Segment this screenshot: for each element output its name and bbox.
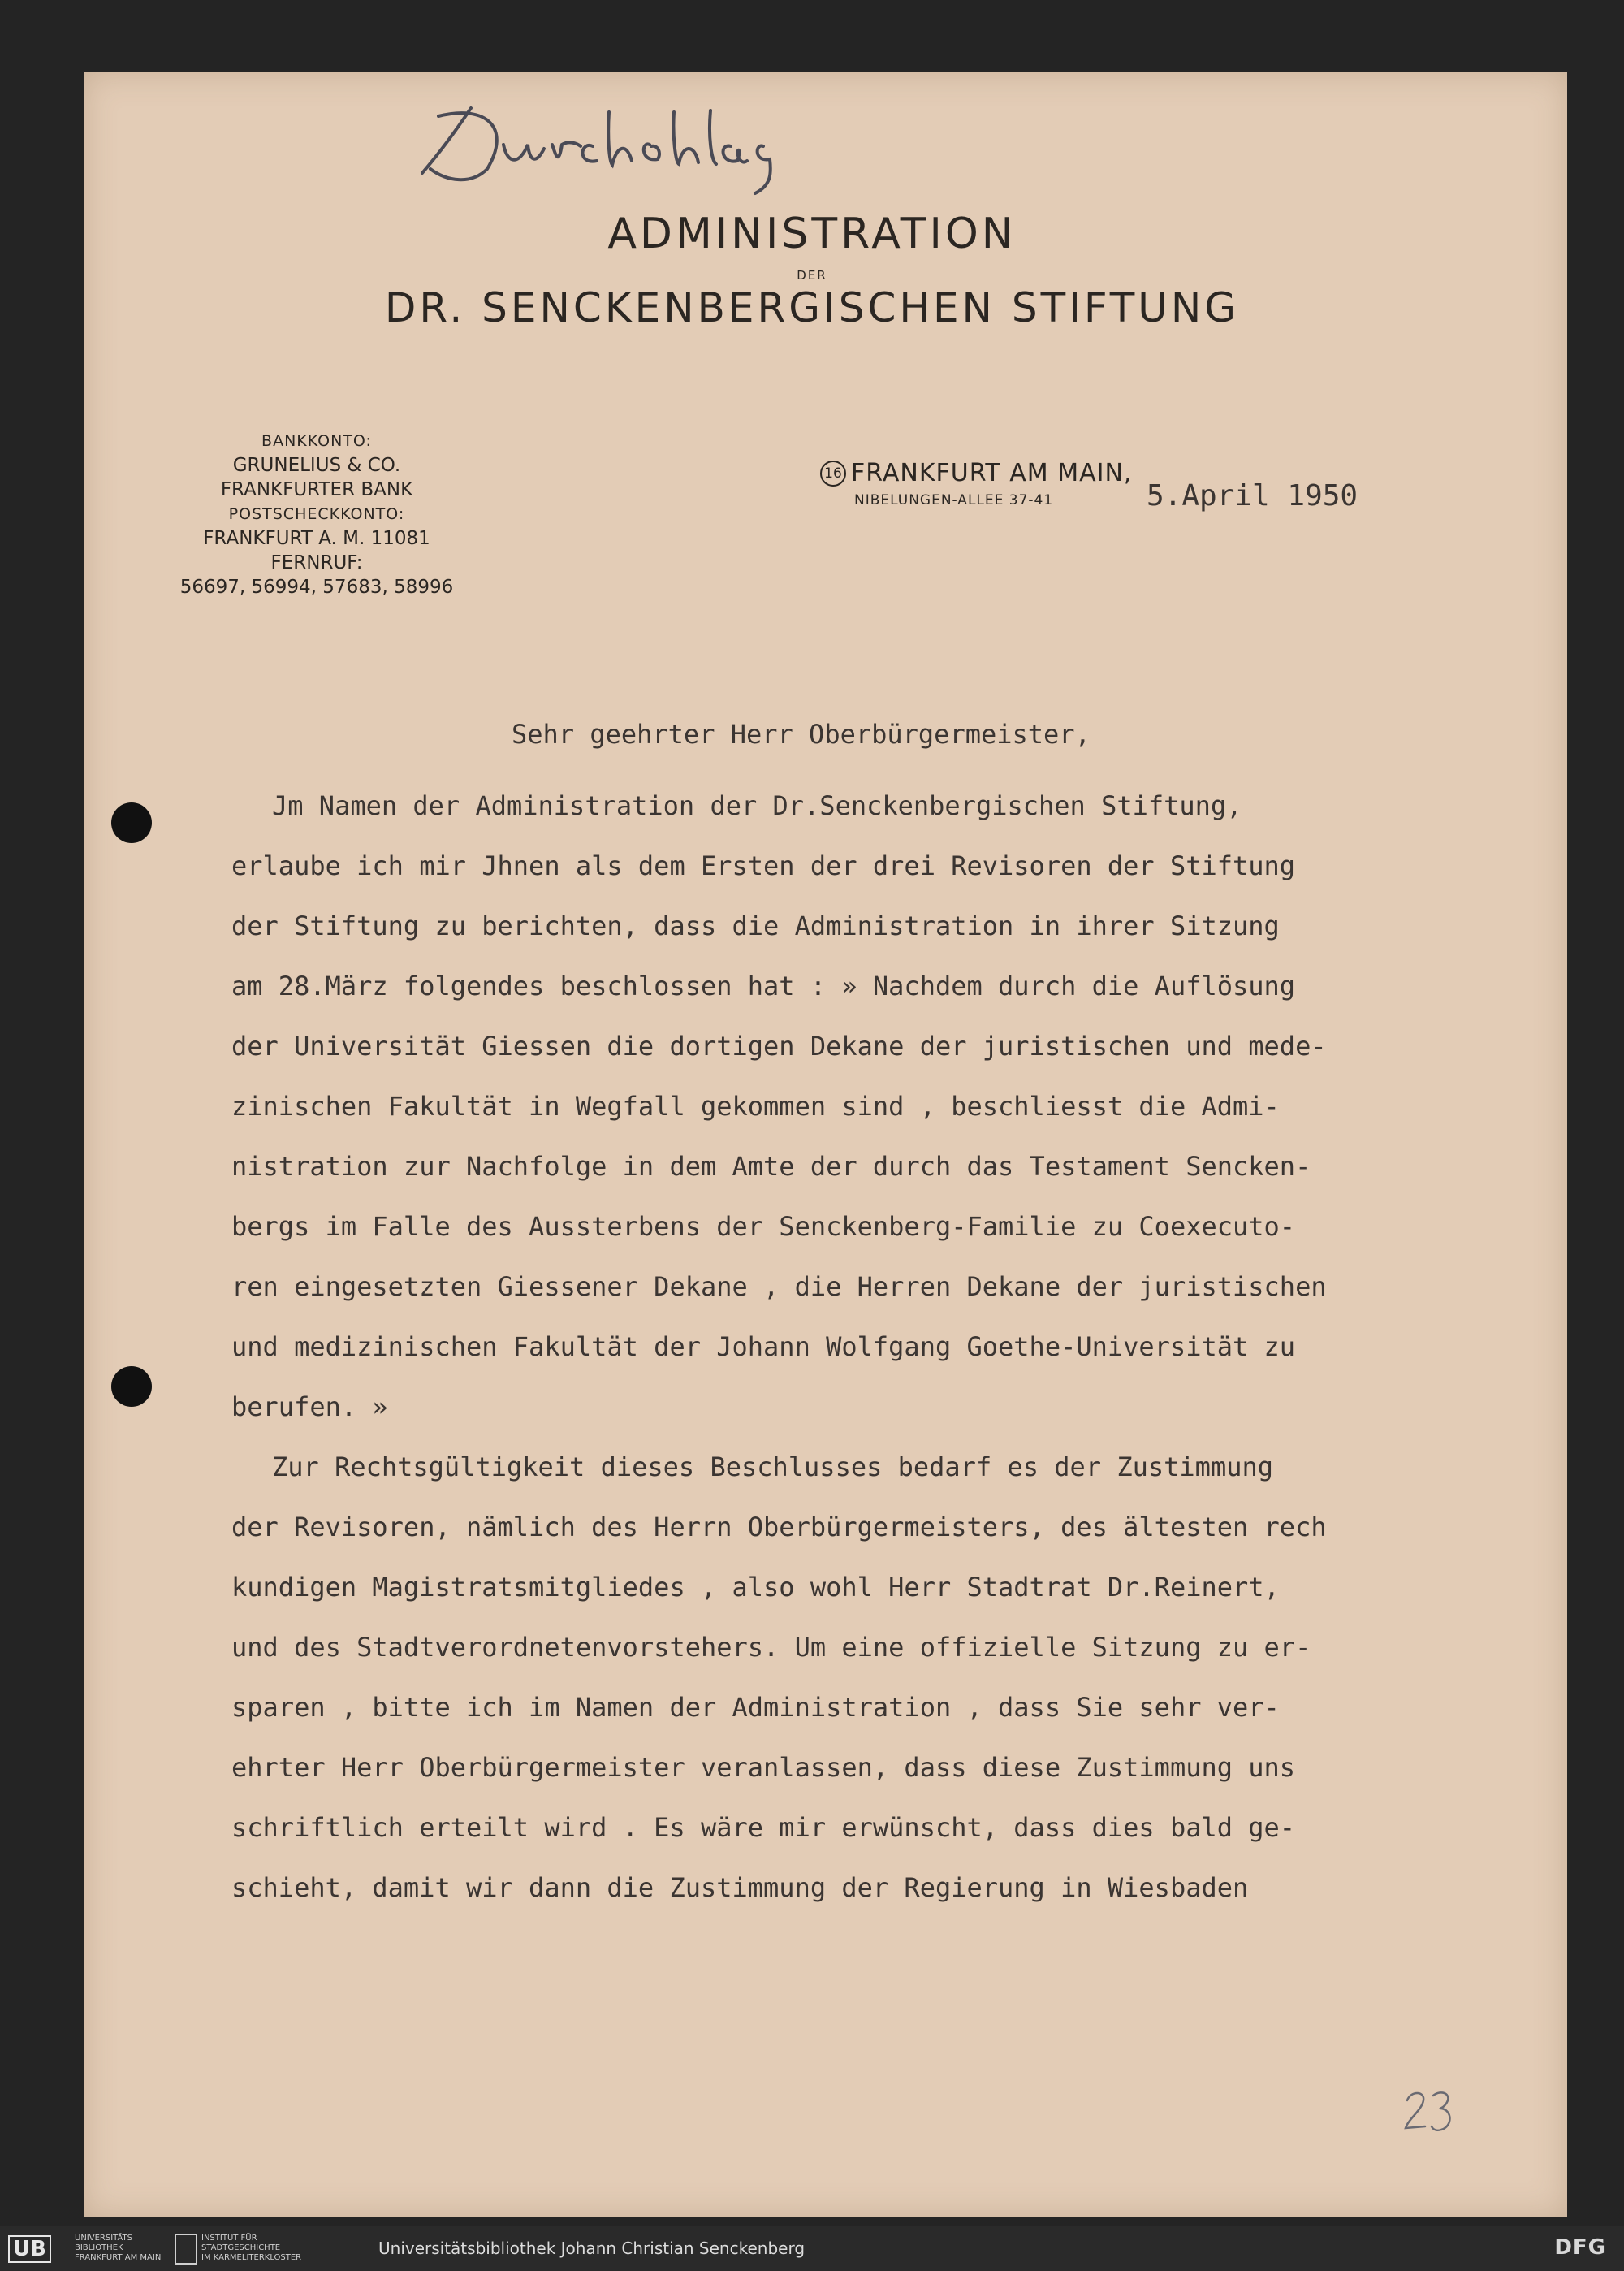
text-line: der Stiftung zu berichten, dass die Administration in ihrer Sitzung bbox=[231, 911, 1280, 941]
fernruf-label: FERNRUF: bbox=[270, 552, 363, 573]
bank-name-1: GRUNELIUS & CO. bbox=[232, 455, 401, 476]
address-city: FRANKFURT AM MAIN, bbox=[851, 459, 1133, 487]
dfg-logo: DFG bbox=[1554, 2235, 1606, 2260]
text-line: kundigen Magistratsmitgliedes , also wohl Herr Stadtrat Dr.Reinert, bbox=[231, 1572, 1280, 1603]
text-line: der Universität Giessen die dortigen Dekane der juristischen und mede- bbox=[231, 1031, 1327, 1062]
letter-date: 5.April 1950 bbox=[1147, 479, 1358, 513]
salutation: Sehr geehrter Herr Oberbürgermeister, bbox=[512, 719, 1091, 750]
text-line: zinischen Fakultät in Wegfall gekommen sind , beschliesst die Admi- bbox=[231, 1091, 1280, 1122]
postscheck-account: FRANKFURT A. M. 11081 bbox=[203, 528, 430, 549]
bank-name-2: FRANKFURTER BANK bbox=[220, 479, 413, 500]
text-line: berufen. » bbox=[231, 1391, 388, 1422]
ub-logo: UB bbox=[8, 2235, 51, 2263]
text-line: Zur Rechtsgültigkeit dieses Beschlusses bedarf es der Zustimmung bbox=[272, 1451, 1273, 1482]
text-line: nistration zur Nachfolge in dem Amte der durch das Testament Sencken- bbox=[231, 1151, 1311, 1182]
text-line: schieht, damit wir dann die Zustimmung der Regierung in Wiesbaden bbox=[231, 1872, 1249, 1903]
letterhead-foundation-name: DR. SENCKENBERGISCHEN STIFTUNG bbox=[384, 284, 1240, 331]
text-line: ren eingesetzten Giessener Dekane , die Herren Dekane der juristischen bbox=[231, 1271, 1327, 1302]
bank-details bbox=[162, 429, 471, 599]
text-line: sparen , bitte ich im Namen der Administration , dass Sie sehr ver- bbox=[231, 1692, 1280, 1723]
isg-logo-text: INSTITUT FÜR STADTGESCHICHTE IM KARMELITERKLOSTER bbox=[201, 2234, 302, 2262]
postal-code-badge: 16 bbox=[820, 461, 846, 487]
text-line: und des Stadtverordnetenvorstehers. Um eine offizielle Sitzung zu er- bbox=[231, 1632, 1311, 1663]
text-line: schriftlich erteilt wird . Es wäre mir erwünscht, dass dies bald ge- bbox=[231, 1812, 1296, 1843]
text-line: der Revisoren, nämlich des Herrn Oberbürgermeisters, des ältesten rech bbox=[231, 1512, 1327, 1542]
punch-hole-bottom bbox=[111, 1366, 152, 1407]
text-line: erlaube ich mir Jhnen als dem Ersten der drei Revisoren der Stiftung bbox=[231, 850, 1296, 881]
fernruf-numbers: 56697, 56994, 57683, 58996 bbox=[179, 577, 454, 598]
text-line: und medizinischen Fakultät der Johann Wolfgang Goethe-Universität zu bbox=[231, 1331, 1296, 1362]
text-line: Jm Namen der Administration der Dr.Senckenbergischen Stiftung, bbox=[272, 790, 1242, 821]
letterhead-der: DER bbox=[797, 268, 827, 283]
footer-bar bbox=[0, 2226, 1624, 2271]
bankkonto-label: BANKKONTO: bbox=[261, 432, 372, 450]
letter-body bbox=[231, 776, 1563, 1918]
address-street: NIBELUNGEN-ALLEE 37-41 bbox=[854, 492, 1054, 508]
postscheck-label: POSTSCHECKKONTO: bbox=[228, 505, 405, 523]
text-line: am 28.März folgendes beschlossen hat : » Nachdem durch die Auflösung bbox=[231, 971, 1296, 1001]
handwritten-durchschlag-note bbox=[414, 96, 788, 201]
footer-credit: Universitätsbibliothek Johann Christian Senckenberg bbox=[378, 2239, 806, 2258]
ub-logo-text: UNIVERSITÄTS BIBLIOTHEK FRANKFURT AM MAIN bbox=[75, 2234, 162, 2262]
handwritten-page-number bbox=[1401, 2086, 1458, 2135]
address-block bbox=[820, 459, 1132, 508]
punch-hole-top bbox=[111, 802, 152, 843]
isg-logo-icon bbox=[175, 2234, 197, 2265]
letterhead-title: ADMINISTRATION bbox=[607, 210, 1017, 258]
text-line: bergs im Falle des Aussterbens der Senckenberg-Familie zu Coexecuto- bbox=[231, 1211, 1296, 1242]
text-line: ehrter Herr Oberbürgermeister veranlassen, dass diese Zustimmung uns bbox=[231, 1752, 1296, 1783]
